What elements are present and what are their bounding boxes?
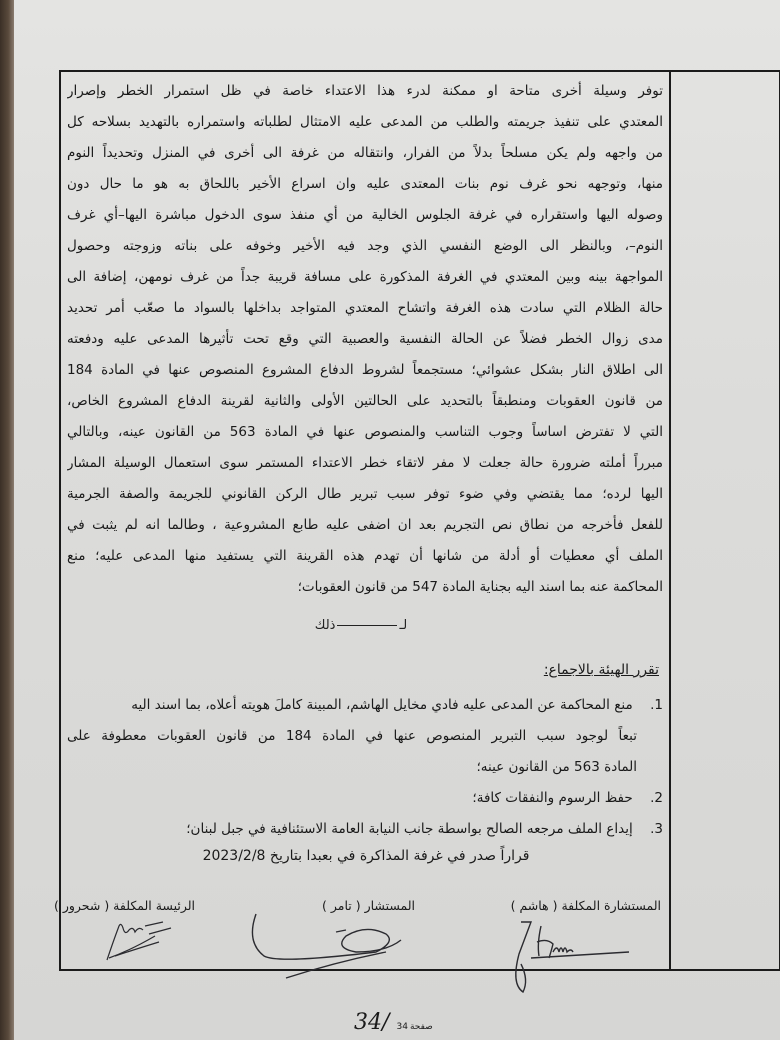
text-line: النوم–، وبالنظر الى الوضع النفسي الذي وجد فيه الأخير وخوفه على بناته وزوجته وحصول — [67, 238, 663, 254]
page-border-frame — [53, 70, 780, 971]
transition-prefix: لـ — [399, 618, 408, 633]
text-line: الملف أي معطيات أو أدلة من شانها أن تهدم هذه القرينة التي يستفيد منها المدعى عليه؛ منع — [67, 548, 663, 564]
text-line: للفعل فأخرجه من نطاق نص التجريم بعد ان اضفى عليه طابع المشروعية ، وطالما انه لم يثبت في — [67, 517, 663, 533]
text-line: التي لا تفترض اساساً وجوب التناسب والمنصوص عنها في المادة 563 من القانون عينه، وبالتالي — [67, 424, 663, 440]
item-number: 1. — [650, 697, 663, 713]
text-line: المحاكمة عنه بما اسند اليه بجناية المادة 547 من قانون العقوبات؛ — [297, 579, 663, 595]
desk-background-edge — [0, 0, 14, 1040]
item-number: 2. — [650, 790, 663, 806]
text-line: من واجهه ولم يكن مسلحاً بدلاً من الفرار، وانتقاله من غرفة الى أخرى في المنزل وتحديداً النوم — [67, 145, 663, 161]
decision-item-1-continued: المادة 563 من القانون عينه؛ — [476, 759, 637, 775]
signature-block — [53, 898, 665, 968]
item-text: منع المحاكمة عن المدعى عليه فادي مخايل الهاشم، المبينة كاملَ هويته أعلاه، بما اسند اليه — [131, 697, 633, 713]
decision-heading: تقرر الهيئة بالاجماع: — [543, 662, 659, 678]
verdict-date-line: قراراً صدر في غرفة المذاكرة في بعبدا بتاريخ 2023/2/8 — [202, 848, 530, 864]
text-line: توفر وسيلة أخرى متاحة او ممكنة لدرء هذا الاعتداء خاصة في ظل استمرار الخطر وإصرار — [67, 83, 663, 99]
text-line: منها، وتوجهه نحو غرف نوم بنات المعتدى عليه وان اسراع الأخير باللحاق به هو ما حال دون — [67, 176, 663, 192]
decision-item-3 — [67, 814, 663, 845]
text-line: مبرراً أملته ضرورة حالة جعلت لا مفر لاتقاء خطر الاعتداء المستمر سوى استعمال الوسيلة المشار — [67, 455, 663, 471]
text-line: اليها لرده؛ مما يقتضي وفي ضوء توفر سبب تبرير طال الركن القانوني للجريمة والصفة الجرمية — [67, 486, 663, 502]
signatory-president-shahrour: الرئيسة المكلفة ( شحرور ) — [53, 898, 195, 913]
document-page — [14, 0, 780, 1040]
margin-column-divider — [669, 72, 671, 969]
signatory-counselor-tamer: المستشار ( تامر ) — [322, 898, 415, 913]
item-number: 3. — [650, 821, 663, 837]
decision-item-2 — [67, 783, 663, 814]
kashida-line — [337, 625, 397, 626]
signatory-counselor-hashem: المستشارة المكلفة ( هاشم ) — [510, 898, 661, 913]
text-line: من قانون العقوبات ومنطبقاً بالتحديد على الحالتين الأولى والثانية لقرينة الدفاع المشروع الخاص، — [67, 393, 663, 409]
signature-hashem-icon — [501, 914, 641, 1004]
section-transition-heading — [261, 618, 461, 633]
item-text: إيداع الملف مرجعه الصالح بواسطة جانب النيابة العامة الاستئنافية في جبل لبنان؛ — [186, 821, 633, 837]
printed-page-number: 34 — [396, 1022, 408, 1032]
decision-item-1 — [67, 690, 663, 721]
reasoning-paragraph — [67, 76, 663, 603]
signature-shahrour-icon — [101, 916, 181, 966]
decision-list — [67, 690, 663, 845]
text-line: المواجهة بينه وبين المعتدي في الغرفة المذكورة على مسافة قريبة جداً من غرف نومهن، إضافة الى — [67, 269, 663, 285]
text-line: وصوله اليها واستقراره في غرفة الجلوس الخالية من أي منفذ سوى الدخول مباشرة اليها–أي غرف — [67, 207, 663, 223]
transition-suffix: ذلك — [314, 618, 336, 633]
page-number — [354, 1010, 433, 1035]
printed-page-label: صفحة — [409, 1022, 433, 1032]
text-line: الى اطلاق النار بشكل عشوائي؛ مستجمعاً لشروط الدفاع المشروع المنصوص عنها في المادة 184 — [67, 362, 663, 378]
handwritten-page-number: 34/ — [354, 1010, 390, 1035]
decision-item-1-continued: تبعاً لوجود سبب التبرير المنصوص عنها في المادة 184 من قانون العقوبات معطوفة على — [67, 728, 637, 744]
item-text: حفظ الرسوم والنفقات كافة؛ — [472, 790, 633, 806]
text-line: حالة الظلام التي سادت هذه الغرفة واتشاح المعتدي المتواجد بداخلها بالسواد ما صعّب أمر تحديد — [67, 300, 663, 316]
text-line: مدى زوال الخطر فضلاً عن الحالة النفسية والعصبية التي وقع تحت تأثيرها المدعى عليه ودفعته — [67, 331, 663, 347]
signature-tamer-icon — [186, 912, 406, 982]
text-line: المعتدي على تنفيذ جريمته والطلب من المدعى عليه الامتثال لطلباته واستمراره بالتهديد بسلاحه كل — [67, 114, 663, 130]
